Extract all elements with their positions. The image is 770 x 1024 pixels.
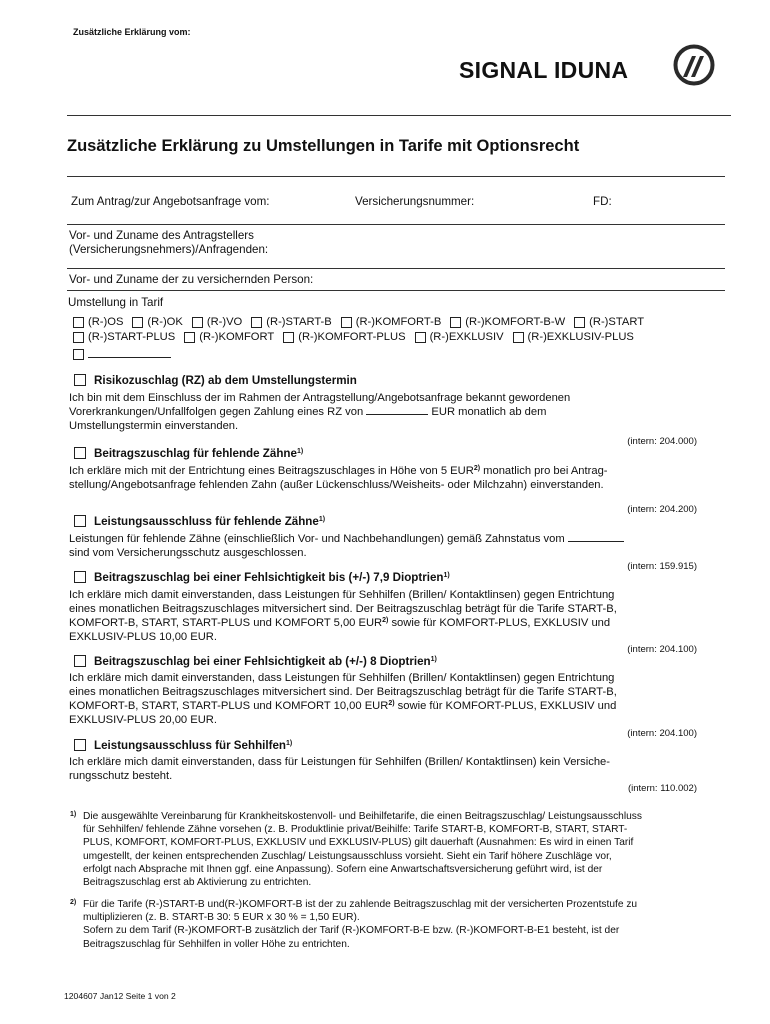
tarif-option[interactable] <box>450 316 565 328</box>
tarif-label: (R-)KOMFORT-PLUS <box>298 331 406 343</box>
intern-code: (intern: 204.000) <box>627 436 697 447</box>
footnote-2: $^{2)}$ Für die Tarife (R-)START-B und(R-)KOMFORT-B ist der zu zahlende Beitragszuschlag mit der versicherten Prozentstufe zu multiplizieren (z. B. START-B 30: 5 EUR x 30 % = 1,50 EUR). Sofern zu dem Tarif (R-)KOMFORT-B zusätzlich der Tarif (R-)KOMFORT-B-E bzw. (R-)KOMFORT-B-E1 besteht, ist der Beitragszuschlag für Sehhilfen in voller Höhe zu entrichten. <box>70 899 638 950</box>
field-rule-3 <box>67 290 725 291</box>
antrag-label: Zum Antrag/zur Angebotsanfrage vom: <box>71 195 270 208</box>
tarif-label: (R-)OK <box>147 316 183 328</box>
versicherungsnummer-label: Versicherungsnummer: <box>355 195 475 208</box>
header-rule <box>67 115 731 116</box>
checkbox[interactable] <box>73 349 84 360</box>
tarif-label: (R-)START-PLUS <box>88 331 176 343</box>
tarif-option[interactable] <box>73 316 123 328</box>
checkbox[interactable] <box>74 655 86 667</box>
tarif-option[interactable] <box>513 331 634 343</box>
checkbox[interactable] <box>74 374 86 386</box>
checkbox[interactable] <box>74 571 86 583</box>
tarif-row-1 <box>73 316 644 328</box>
tarif-label: (R-)KOMFORT-B-W <box>465 316 566 328</box>
footer-form-number: 1204607 Jan12 Seite 1 von 2 <box>64 991 176 1001</box>
tarif-label: (R-)OS <box>88 316 124 328</box>
top-label: Zusätzliche Erklärung vom: <box>73 27 191 37</box>
intern-code: (intern: 204.100) <box>627 644 697 655</box>
checkbox[interactable] <box>192 317 203 328</box>
tarif-label: (R-)EXKLUSIV <box>429 331 504 343</box>
tarif-label: (R-)START-B <box>266 316 332 328</box>
tarif-label: (R-)EXKLUSIV-PLUS <box>527 331 634 343</box>
tarif-option[interactable] <box>73 331 175 343</box>
antragsteller-label-2: (Versicherungsnehmers)/Anfragenden: <box>69 243 269 256</box>
fd-label: FD: <box>593 195 612 208</box>
intern-code: (intern: 110.002) <box>627 783 697 794</box>
risikozuschlag-text: Ich bin mit dem Einschluss der im Rahmen der Antragstellung/Angebotsanfrage bekannt gewordenen Vorerkrankungen/Unfallfolgen gegen Zahlung eines RZ von EUR monatlich ab dem Umstellungstermin einverstanden. <box>69 392 571 432</box>
fehlsichtigkeit-bis-heading[interactable]: Beitragszuschlag bei einer Fehlsichtigkeit bis (+/-) 7,9 Dioptrien$^{1)}$ <box>74 571 450 586</box>
tarif-option[interactable] <box>184 331 274 343</box>
checkbox[interactable] <box>251 317 262 328</box>
tarif-option[interactable] <box>132 316 182 328</box>
tarif-option[interactable] <box>251 316 331 328</box>
tarif-label: (R-)KOMFORT-B <box>355 316 442 328</box>
checkbox[interactable] <box>574 317 585 328</box>
field-rule-1 <box>67 224 725 225</box>
intern-code: (intern: 204.200) <box>627 504 697 515</box>
zaehne-ausschluss-heading[interactable]: Leistungsausschluss für fehlende Zähne$^{1)}$ <box>74 515 325 530</box>
zaehne-zuschlag-text: Ich erkläre mich mit der Entrichtung eines Beitragszuschlages in Höhe von 5 EUR$^{2)}$ monatlich pro bei Antrag- stellung/Angebotsanfrage fehlenden Zahn (außer Lückenschluss/Weisheits- oder Milchzahn) einverstanden. <box>69 465 608 491</box>
checkbox[interactable] <box>74 515 86 527</box>
tarif-option[interactable] <box>415 331 504 343</box>
sehhilfen-ausschluss-heading[interactable]: Leistungsausschluss für Sehhilfen$^{1)}$ <box>74 739 292 754</box>
intern-code: (intern: 159.915) <box>627 561 697 572</box>
umstellung-label: Umstellung in Tarif <box>68 296 164 309</box>
footnote-1: $^{1)}$ Die ausgewählte Vereinbarung für Krankheitskostenvoll- und Beihilfetarife, die einen Beitragszuschlag/ Leistungsausschluss für Sehhilfen/ fehlende Zähne vorsehen (z. B. Produktlinie privat/Beihilfe: Tarife START-B, KOMFORT-B, START, START- PLUS, KOMFORT, KOMFORT-PLUS, EXKLUSIV und EXKLUSIV-PLUS) gilt dauerhaft (Ausnahmen: Es wird in einen Tarif umgestellt, der keinen entsprechenden Zuschlag/ Leistungsausschluss vorsieht. Sieht ein Tarif höhere Zuschläge vor, erfolgt nach Absprache mit Ihnen ggf. eine Anpassung). Sofern eine Anwartschaftsversicherung geführt wird, ist der Beitragszuschlag erst ab Aktivierung zu entrichten. <box>70 811 642 889</box>
antragsteller-label-1: Vor- und Zuname des Antragstellers <box>69 229 254 242</box>
checkbox[interactable] <box>73 317 84 328</box>
fehlsichtigkeit-bis-text: Ich erkläre mich damit einverstanden, dass Leistungen für Sehhilfen (Brillen/ Kontaktlinsen) gegen Entrichtung eines monatlichen Beitragszuschlages mitversichert sind. Der Beitragszuschlag beträgt für die Tarife START-B, KOMFORT-B, START, START-PLUS und KOMFORT 5,00 EUR$^{2)}$ sowie für KOMFORT-PLUS, EXKLUSIV und EXKLUSIV-PLUS 10,00 EUR. <box>69 589 617 643</box>
checkbox[interactable] <box>74 447 86 459</box>
checkbox[interactable] <box>74 739 86 751</box>
tarif-option[interactable] <box>574 316 644 328</box>
tarif-other-field[interactable] <box>88 347 171 358</box>
risikozuschlag-heading[interactable]: Risikozuschlag (RZ) ab dem Umstellungstermin <box>74 374 357 389</box>
tarif-option[interactable] <box>341 316 442 328</box>
intern-code: (intern: 204.100) <box>627 728 697 739</box>
tarif-label: (R-)START <box>589 316 645 328</box>
sehhilfen-ausschluss-text: Ich erkläre mich damit einverstanden, dass für Leistungen für Sehhilfen (Brillen/ Kontaktlinsen) kein Versiche- rungsschutz besteht. <box>69 756 611 782</box>
checkbox[interactable] <box>513 332 524 343</box>
zaehne-zuschlag-heading[interactable]: Beitragszuschlag für fehlende Zähne$^{1)}$ <box>74 447 303 462</box>
tarif-label: (R-)VO <box>206 316 243 328</box>
rz-amount-field[interactable] <box>366 405 428 415</box>
checkbox[interactable] <box>341 317 352 328</box>
checkbox[interactable] <box>283 332 294 343</box>
fehlsichtigkeit-ab-text: Ich erkläre mich damit einverstanden, dass Leistungen für Sehhilfen (Brillen/ Kontaktlinsen) gegen Entrichtung eines monatlichen Beitragszuschlages mitversichert sind. Der Beitragszuschlag beträgt für die Tarife START-B, KOMFORT-B, START, START-PLUS und KOMFORT 10,00 EUR$^{2)}$ sowie für KOMFORT-PLUS, EXKLUSIV und EXKLUSIV-PLUS 20,00 EUR. <box>69 672 617 726</box>
fehlsichtigkeit-ab-heading[interactable]: Beitragszuschlag bei einer Fehlsichtigkeit ab (+/-) 8 Dioptrien$^{1)}$ <box>74 655 437 670</box>
versicherte-person-label: Vor- und Zuname der zu versichernden Person: <box>69 273 314 286</box>
tarif-option[interactable] <box>192 316 242 328</box>
signal-iduna-logo-icon <box>673 44 715 86</box>
brand-name: SIGNAL IDUNA <box>459 57 629 83</box>
checkbox[interactable] <box>132 317 143 328</box>
page-title: Zusätzliche Erklärung zu Umstellungen in Tarife mit Optionsrecht <box>67 137 580 155</box>
zaehne-ausschluss-text: Leistungen für fehlende Zähne (einschließlich Vor- und Nachbehandlungen) gemäß Zahnstatus vom sind vom Versicherungsschutz ausgeschlossen. <box>69 532 729 560</box>
tarif-row-2 <box>73 331 634 343</box>
checkbox[interactable] <box>184 332 195 343</box>
checkbox[interactable] <box>450 317 461 328</box>
tarif-option[interactable] <box>283 331 405 343</box>
field-rule-2 <box>67 268 725 269</box>
checkbox[interactable] <box>415 332 426 343</box>
checkbox[interactable] <box>73 332 84 343</box>
tarif-label: (R-)KOMFORT <box>199 331 275 343</box>
title-rule <box>67 176 725 177</box>
tarif-other-option[interactable] <box>73 345 171 363</box>
zahnstatus-date-field[interactable] <box>568 532 624 542</box>
